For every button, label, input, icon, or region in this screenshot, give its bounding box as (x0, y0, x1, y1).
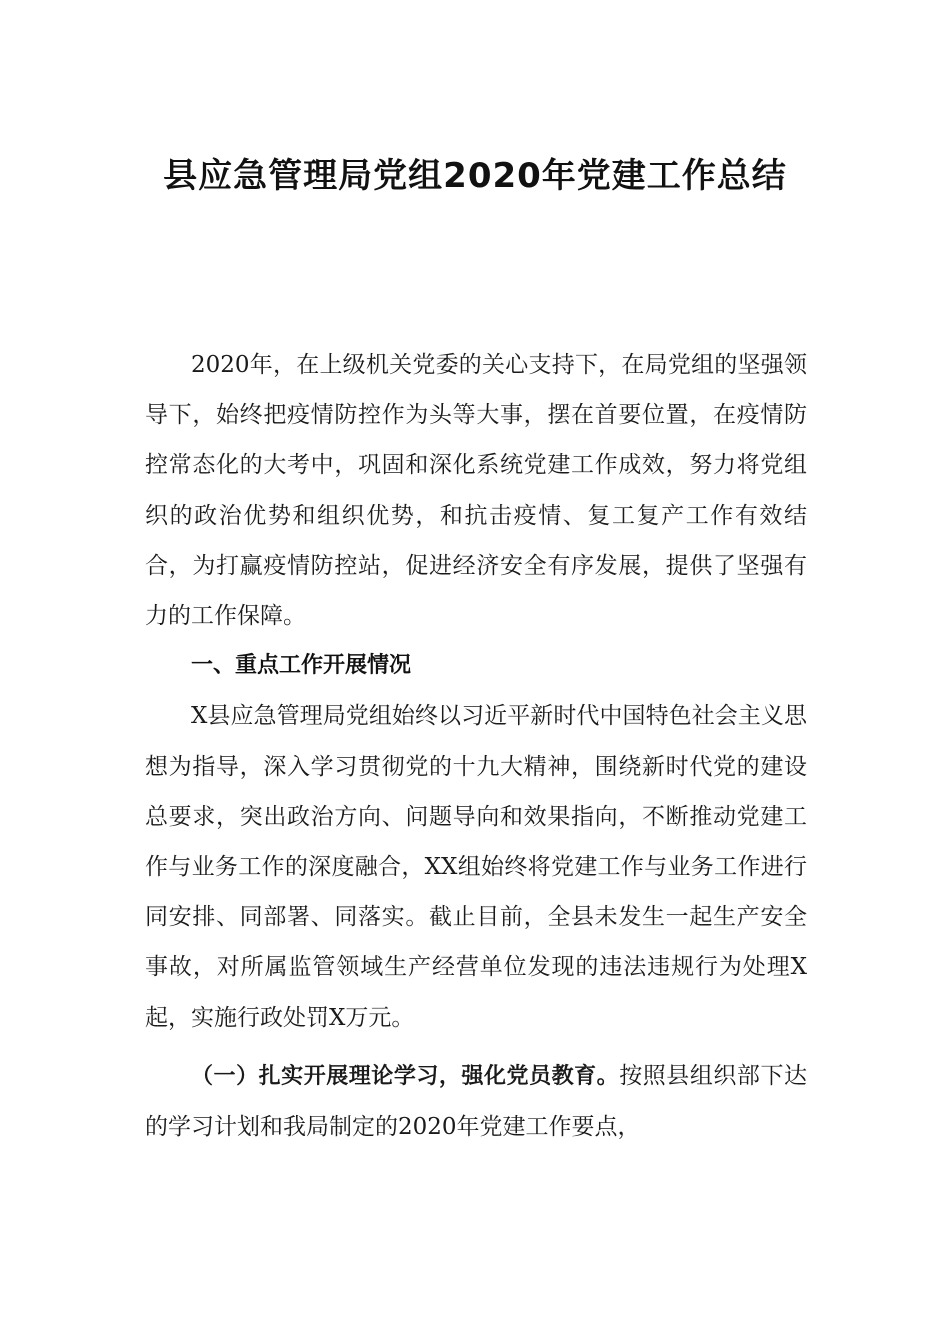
document-title: 县应急管理局党组2020年党建工作总结 (163, 156, 787, 196)
subsection-1-text: 按照县组织部下达的学习计划和我局制定的2020年党建工作要点， (145, 1062, 807, 1141)
subsection-heading-1: （一）扎实开展理论学习，强化党员教育。 (191, 1063, 620, 1089)
intro-paragraph: 2020年，在上级机关党委的关心支持下，在局党组的坚强领导下，始终把疫情防控作为头等大事，摆在首要位置，在疫情防控常态化的大考中，巩固和深化系统党建工作成效，努力将党组织的政治优势和组织优势，和抗击疫情、复工复产工作有效结合，为打赢疫情防控站，促进经济安全有序发展，提供了坚强有力的工作保障。 (145, 352, 807, 630)
section-heading-1: 一、重点工作开展情况 (191, 653, 412, 679)
subsection-1-paragraph (145, 1051, 807, 1152)
section-1-paragraph: X县应急管理局党组始终以习近平新时代中国特色社会主义思想为指导，深入学习贯彻党的十九大精神，围绕新时代党的建设总要求，突出政治方向、问题导向和效果指向，不断推动党建工作与业务工作的深度融合，XX组始终将党建工作与业务工作进行同安排、同部署、同落实。截止目前，全县未发生一起生产安全事故，对所属监管领域生产经营单位发现的违法违规行为处理X起，实施行政处罚X万元。 (145, 703, 807, 1031)
document-body (145, 340, 807, 1152)
